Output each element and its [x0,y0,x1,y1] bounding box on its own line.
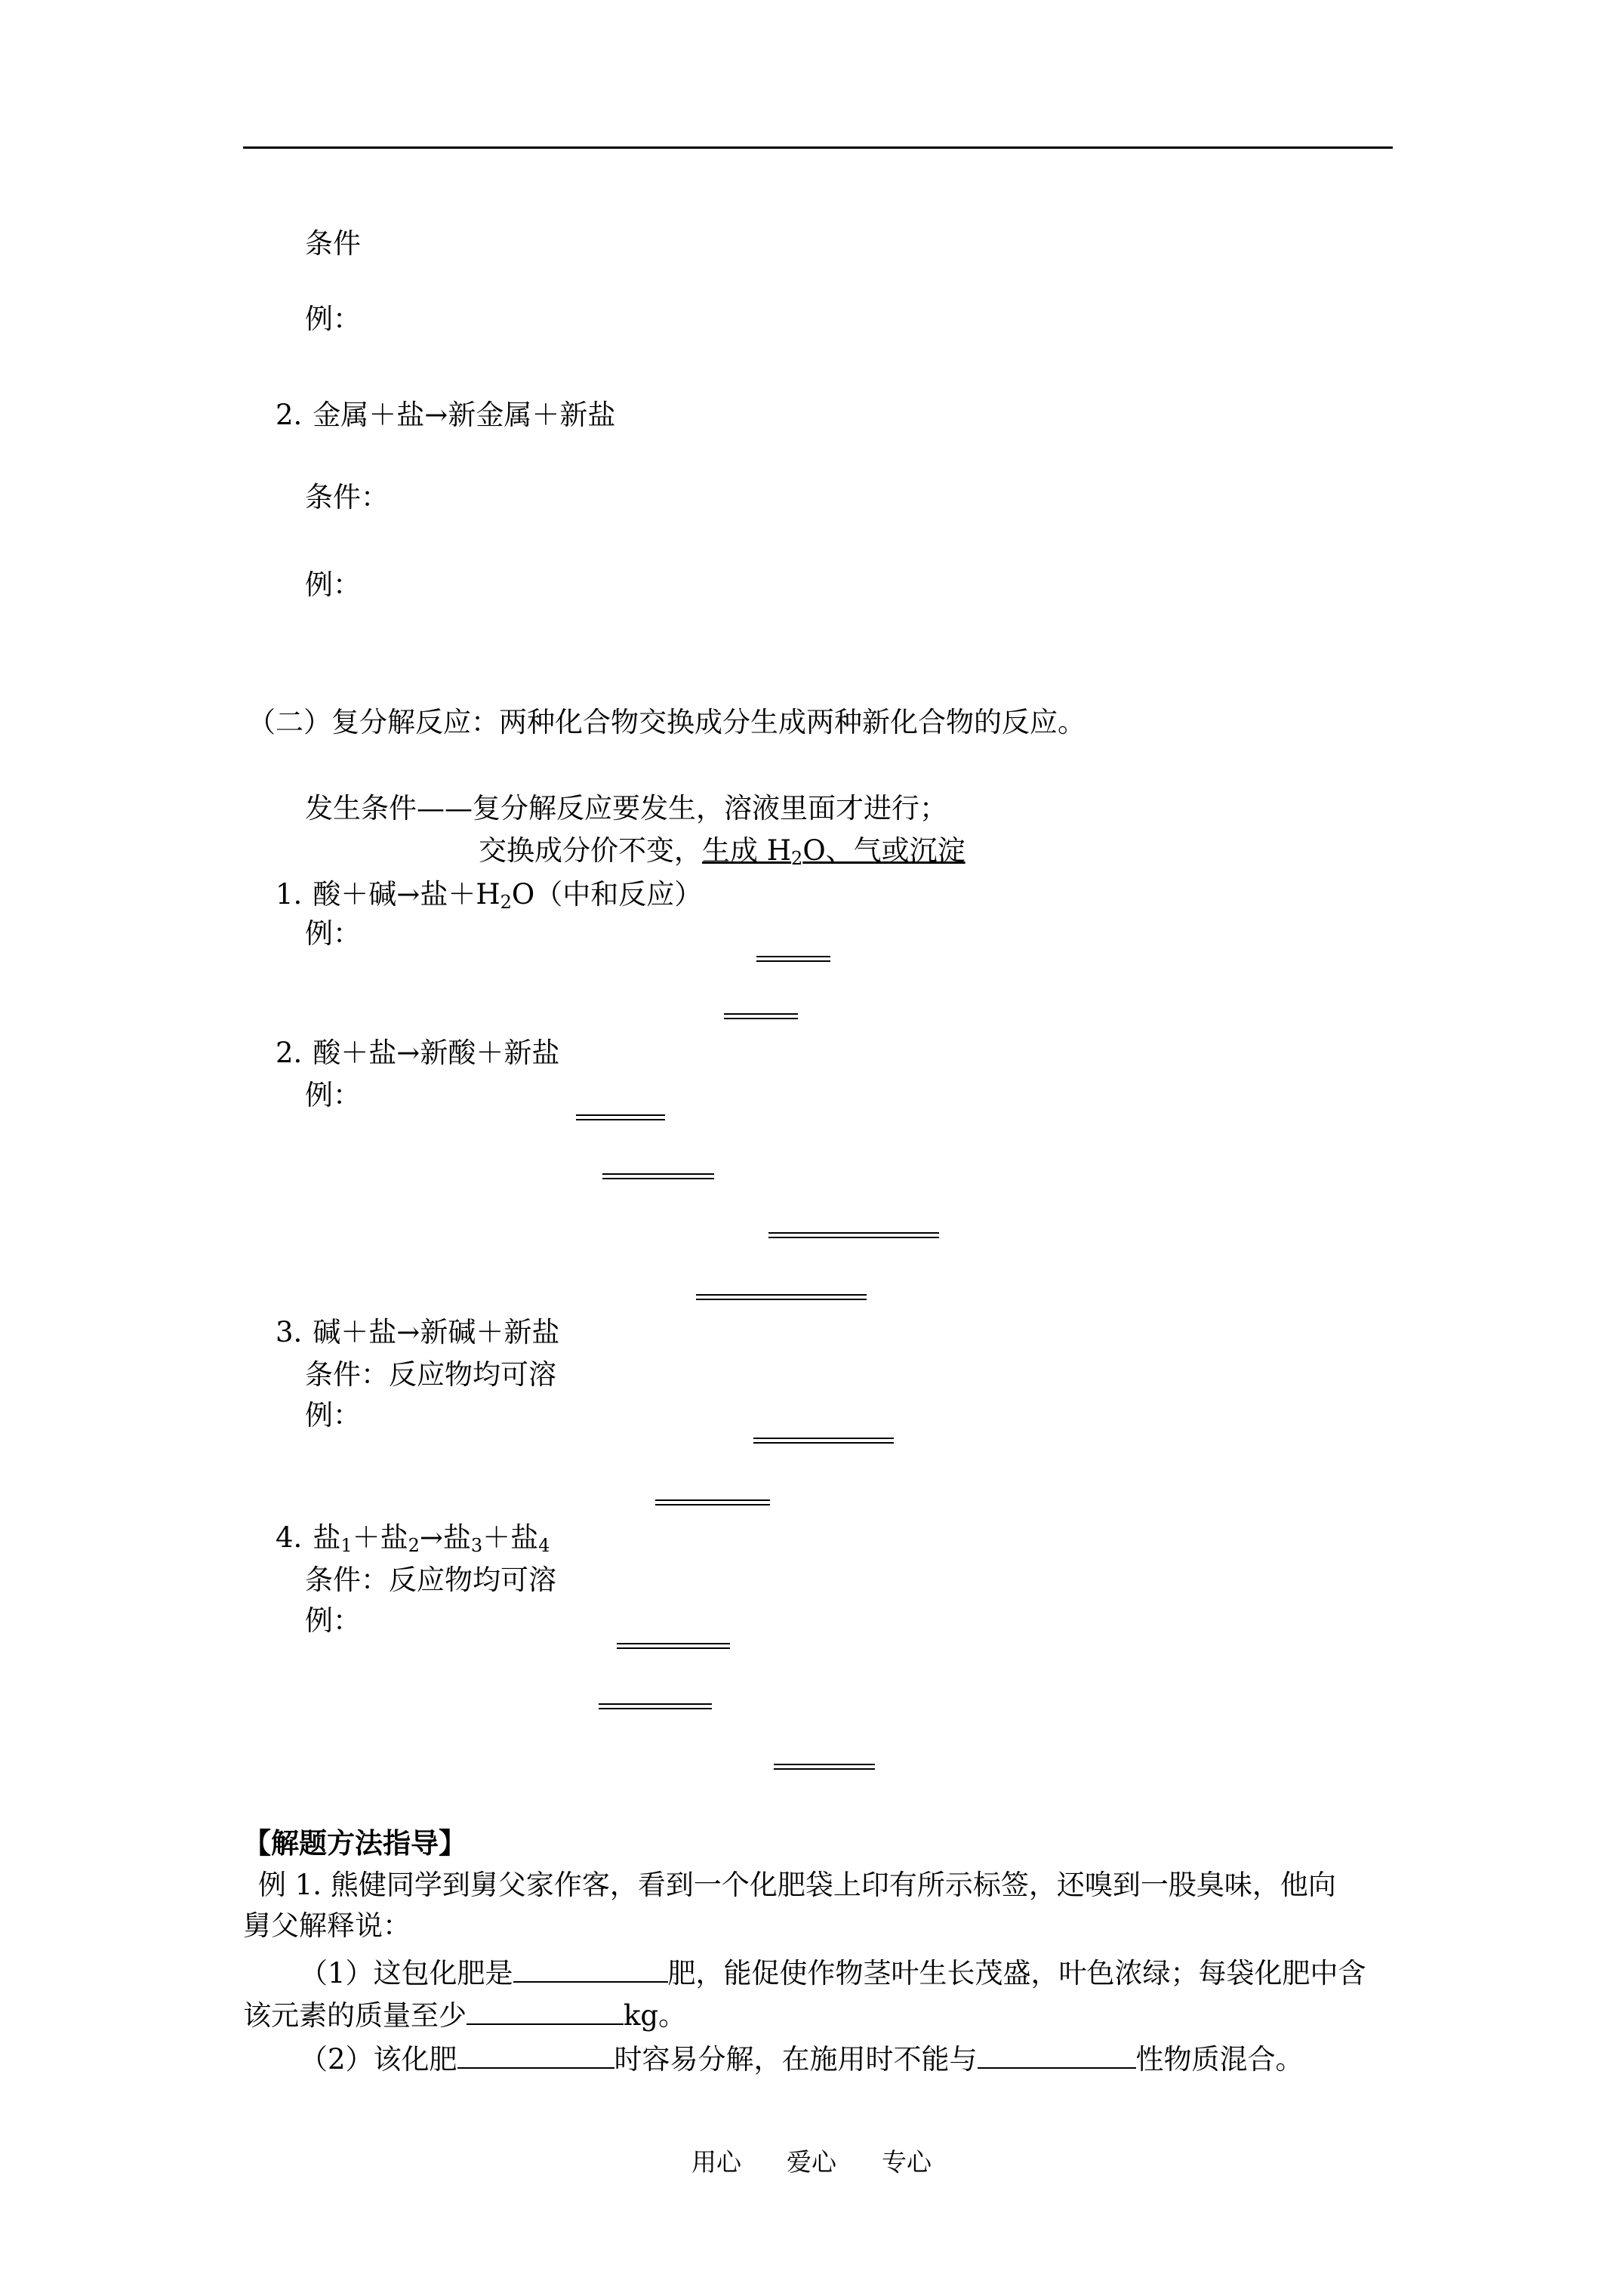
footer-text: 专心 [882,2147,932,2177]
example-label: 例： [305,1399,361,1432]
page-footer [0,2143,1623,2178]
condition-label: 条件：反应物均可溶 [305,1358,556,1391]
example-1-line-1: 例 1. 熊健同学到舅父家作客，看到一个化肥袋上印有所示标签，还嗅到一股臭味，他向 [258,1869,1336,1901]
equation-equals-mark [696,1294,867,1300]
answer-blank[interactable] [457,2042,614,2069]
answer-blank[interactable] [978,2042,1136,2069]
equation-equals-mark [576,1114,665,1120]
condition-label: 条件： [305,481,389,513]
example-label: 例： [305,303,361,335]
acid-salt-item: 2. 酸＋盐→新酸＋新盐 [276,1037,560,1069]
equation-equals-mark [768,1232,939,1238]
example-1-line-2: 舅父解释说： [243,1909,411,1942]
example-label: 例： [305,917,361,950]
section-heading: （二）复分解反应：两种化合物交换成分生成两种新化合物的反应。 [248,706,1086,738]
condition-label: 条件：反应物均可溶 [305,1564,556,1596]
example-label: 例： [305,1079,361,1111]
metal-salt-item [276,398,615,433]
question-1-line-2: 该元素的质量至少 kg。 [243,1999,687,2032]
answer-blank[interactable] [513,1955,668,1983]
item-text: 金属＋盐→新金属＋新盐 [313,399,616,431]
equation-equals-mark [756,956,830,962]
footer-text: 用心 [691,2147,741,2177]
question-2: （2）该化肥 时容易分解，在施用时不能与 性物质混合。 [300,2043,1304,2076]
base-salt-item: 3. 碱＋盐→新碱＋新盐 [276,1316,560,1348]
example-label: 例： [305,569,361,601]
footer-text: 爱心 [787,2147,836,2177]
header-rule [243,146,1393,149]
question-1-line-1: （1）这包化肥是 肥，能促使作物茎叶生长茂盛，叶色浓绿；每袋化肥中含 [300,1957,1366,1989]
equation-equals-mark [753,1438,894,1444]
answer-blank[interactable] [467,1998,624,2025]
equation-equals-mark [602,1173,714,1179]
condition-label: 条件 [305,227,361,260]
equation-equals-mark [599,1703,712,1709]
equation-equals-mark [617,1643,730,1649]
equation-equals-mark [774,1764,875,1770]
salt-salt-item: 4. 盐$_1$＋盐$_2$→盐$_3$＋盐$_4$ [276,1521,550,1556]
condition-line-2-b: 生成 $H_2O$、气或沉淀 [702,834,965,869]
equation-equals-mark [655,1499,770,1505]
condition-line-2-a: 交换成分价不变， [479,834,702,867]
condition-line-2 [479,834,965,868]
acid-base-item: 1. 酸＋碱→盐$+H_2O$（中和反应） [276,878,703,913]
example-label: 例： [305,1604,361,1637]
guide-heading: 【解题方法指导】 [243,1826,467,1860]
equation-equals-mark [724,1013,798,1019]
item-number: 2. [276,399,303,431]
condition-line-1: 发生条件——复分解反应要发生，溶液里面才进行； [305,792,947,824]
